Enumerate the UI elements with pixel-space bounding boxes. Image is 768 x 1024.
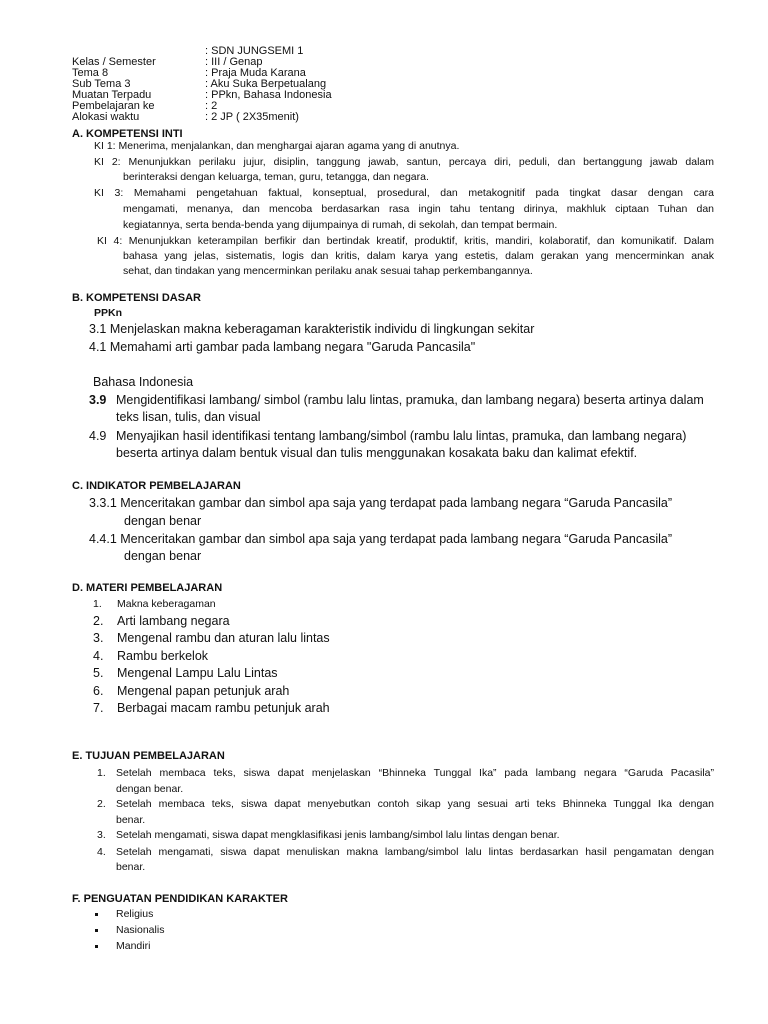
identity-value: : 2 bbox=[205, 100, 218, 112]
ki4-line-2: bahasa yang jelas, sistematis, logis dan kritis, dalam karya yang estetis, dalam gerakan yang mencerminkan anak bbox=[123, 250, 714, 262]
tujuan-2-line-2: benar. bbox=[116, 814, 146, 826]
identity-label: Pembelajaran ke bbox=[72, 100, 155, 112]
materi-number: 1. bbox=[93, 598, 102, 610]
materi-number: 2. bbox=[93, 614, 104, 628]
identity-value: : III / Genap bbox=[205, 56, 263, 68]
indicator-4-4-1-line-1: 4.4.1 Menceritakan gambar dan simbol apa saja yang terdapat pada lambang negara “Garuda Pancasila” bbox=[89, 532, 673, 546]
ppkn-label: PPKn bbox=[94, 307, 123, 319]
ki2-line-1: KI 2: Menunjukkan perilaku jujur, disiplin, tanggung jawab, santun, percaya diri, peduli, dan bertanggung jawab dalam bbox=[94, 156, 714, 168]
ki3-line-3: kegiatannya, serta benda-benda yang dijumpainya di rumah, di sekolah, dan tempat bermain. bbox=[123, 219, 558, 231]
identity-label: Tema 8 bbox=[72, 67, 109, 79]
tujuan-number: 1. bbox=[97, 767, 106, 779]
bullet-icon bbox=[95, 913, 98, 916]
bullet-icon bbox=[95, 929, 98, 932]
ki1-text: KI 1: Menerima, menjalankan, dan menghargai ajaran agama yang di anutnya. bbox=[94, 140, 460, 152]
materi-item: Mengenal rambu dan aturan lalu lintas bbox=[117, 631, 330, 645]
ki3-line-1: KI 3: Memahami pengetahuan faktual, konseptual, prosedural, dan metakognitif pada tingkat dasar dengan cara bbox=[94, 187, 714, 199]
kd-3-1: 3.1 Menjelaskan makna keberagaman karakteristik individu di lingkungan sekitar bbox=[89, 322, 535, 336]
kd-3-9-number: 3.9 bbox=[89, 393, 107, 407]
ki2-line-2: berinteraksi dengan keluarga, teman, guru, tetangga, dan negara. bbox=[123, 171, 429, 183]
materi-number: 7. bbox=[93, 701, 104, 715]
identity-label: Muatan Terpadu bbox=[72, 89, 152, 101]
ki4-line-1: KI 4: Menunjukkan keterampilan berfikir dan bertindak kreatif, produktif, kritis, mandiri, kolaboratif, dan komunikatif. Dalam bbox=[97, 235, 714, 247]
karakter-item: Mandiri bbox=[116, 940, 151, 952]
identity-value: : 2 JP ( 2X35menit) bbox=[205, 111, 299, 123]
materi-item: Arti lambang negara bbox=[117, 614, 230, 628]
kd-3-9-line-2: teks lisan, tulis, dan visual bbox=[116, 410, 261, 424]
tujuan-3-line-1: Setelah mengamati, siswa dapat mengklasifikasi jenis lambang/simbol lalu lintas dengan benar. bbox=[116, 829, 560, 841]
tujuan-number: 4. bbox=[97, 846, 106, 858]
tujuan-4-line-2: benar. bbox=[116, 861, 146, 873]
materi-item: Rambu berkelok bbox=[117, 649, 209, 663]
identity-label: Kelas / Semester bbox=[72, 56, 156, 68]
school-name: : SDN JUNGSEMI 1 bbox=[205, 45, 304, 57]
tujuan-4-line-1: Setelah mengamati, siswa dapat menuliskan makna lambang/simbol lalu lintas berdasarkan hasil pengamatan dengan bbox=[116, 846, 714, 858]
identity-label: Sub Tema 3 bbox=[72, 78, 131, 90]
section-c-heading: C. INDIKATOR PEMBELAJARAN bbox=[72, 480, 241, 492]
kd-4-9-line-1: Menyajikan hasil identifikasi tentang lambang/simbol (rambu lalu lintas, pramuka, dan lambang negara) bbox=[116, 429, 687, 443]
materi-item: Berbagai macam rambu petunjuk arah bbox=[117, 701, 330, 715]
identity-value: : PPkn, Bahasa Indonesia bbox=[205, 89, 332, 101]
tujuan-1-line-2: dengan benar. bbox=[116, 783, 184, 795]
materi-item: Mengenal papan petunjuk arah bbox=[117, 684, 290, 698]
materi-number: 4. bbox=[93, 649, 104, 663]
ki4-line-3: sehat, dan tindakan yang mencerminkan perilaku anak sesuai tahap perkembangannya. bbox=[123, 265, 533, 277]
kd-4-9-number: 4.9 bbox=[89, 429, 107, 443]
indicator-3-3-1-line-1: 3.3.1 Menceritakan gambar dan simbol apa saja yang terdapat pada lambang negara “Garuda Pancasila” bbox=[89, 496, 673, 510]
section-d-heading: D. MATERI PEMBELAJARAN bbox=[72, 582, 223, 594]
tujuan-number: 3. bbox=[97, 829, 106, 841]
kd-3-9-line-1: Mengidentifikasi lambang/ simbol (rambu lalu lintas, pramuka, dan lambang negara) beserta artinya dalam bbox=[116, 393, 704, 407]
section-e-heading: E. TUJUAN PEMBELAJARAN bbox=[72, 750, 225, 762]
section-f-heading: F. PENGUATAN PENDIDIKAN KARAKTER bbox=[72, 893, 288, 905]
kd-4-9-line-2: beserta artinya dalam bentuk visual dan tulis menggunakan kosakata baku dan kalimat efektif. bbox=[116, 446, 638, 460]
section-a-heading: A. KOMPETENSI INTI bbox=[72, 128, 183, 140]
tujuan-2-line-1: Setelah membaca teks, siswa dapat menyebutkan contoh sikap yang sesuai arti teks Bhinneka Tunggal Ika dengan bbox=[116, 798, 714, 810]
identity-value: : Aku Suka Berpetualang bbox=[205, 78, 327, 90]
identity-value: : Praja Muda Karana bbox=[205, 67, 306, 79]
indicator-3-3-1-line-2: dengan benar bbox=[124, 514, 202, 528]
materi-item: Mengenal Lampu Lalu Lintas bbox=[117, 666, 278, 680]
bullet-icon bbox=[95, 945, 98, 948]
kd-4-1: 4.1 Memahami arti gambar pada lambang negara "Garuda Pancasila" bbox=[89, 340, 476, 354]
tujuan-number: 2. bbox=[97, 798, 106, 810]
section-b-heading: B. KOMPETENSI DASAR bbox=[72, 292, 201, 304]
karakter-item: Religius bbox=[116, 908, 154, 920]
tujuan-1-line-1: Setelah membaca teks, siswa dapat menjelaskan “Bhinneka Tunggal Ika” pada lambang negara “Garuda Pacasila” bbox=[116, 767, 714, 779]
karakter-item: Nasionalis bbox=[116, 924, 165, 936]
materi-item: Makna keberagaman bbox=[117, 598, 216, 610]
materi-number: 5. bbox=[93, 666, 104, 680]
materi-number: 3. bbox=[93, 631, 104, 645]
indicator-4-4-1-line-2: dengan benar bbox=[124, 549, 202, 563]
identity-label: Alokasi waktu bbox=[72, 111, 140, 123]
materi-number: 6. bbox=[93, 684, 104, 698]
ki3-line-2: mengamati, menanya, dan mencoba berdasarkan rasa ingin tahu tentang dirinya, makhluk ciptaan Tuhan dan bbox=[123, 203, 714, 215]
bahasa-indonesia-label: Bahasa Indonesia bbox=[93, 375, 194, 389]
